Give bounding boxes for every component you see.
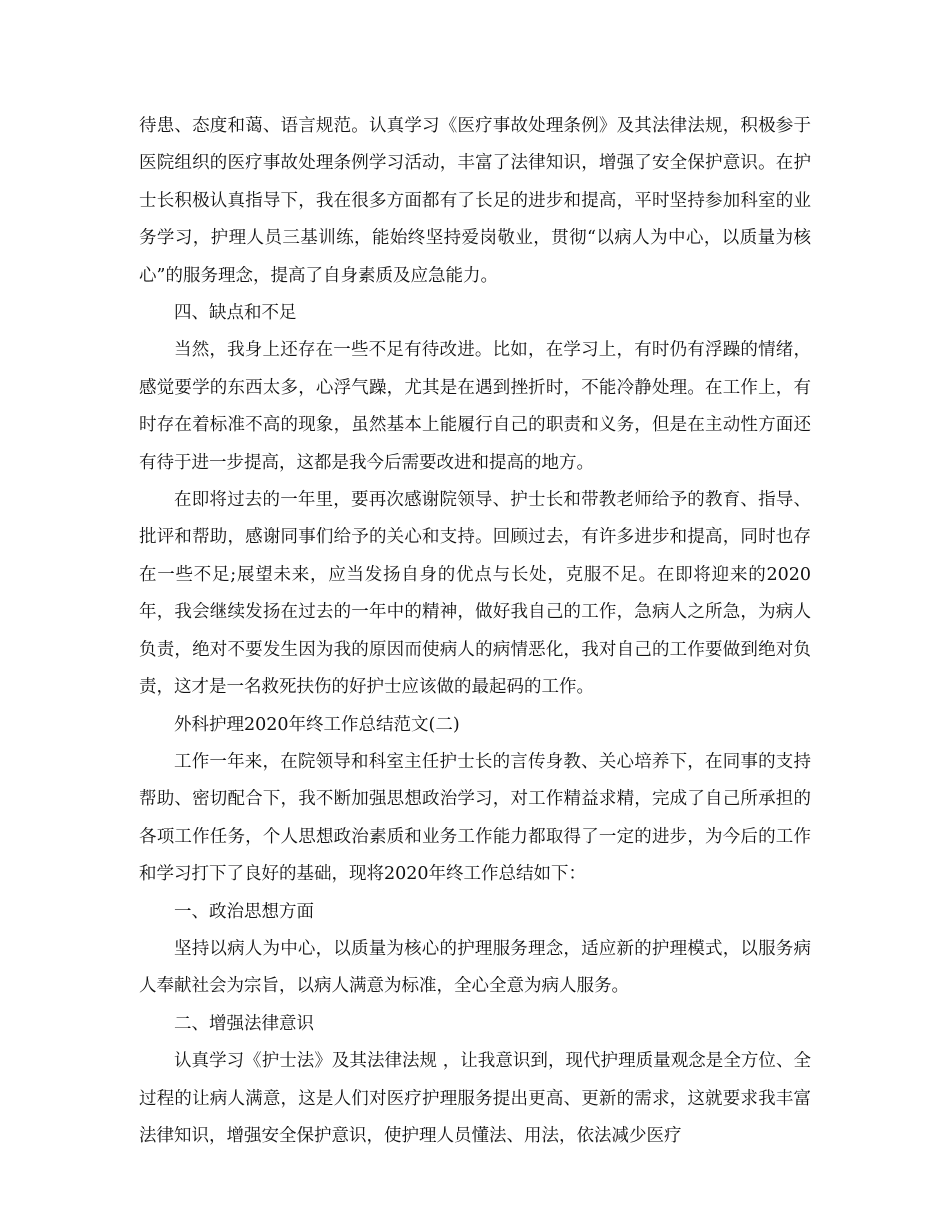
paragraph-legal: 认真学习《护士法》及其法律法规 ，让我意识到，现代护理质量观念是全方位、全过程的让病人满意，这是人们对医疗护理服务提出更高、更新的需求，这就要求我丰富法律知识，增强安全保护意识，使护理人员懂法、用法，依法减少医疗: [139, 1051, 811, 1146]
paragraph-thanks: 在即将过去的一年里，要再次感谢院领导、护士长和带教老师给予的教育、指导、批评和帮助，感谢同事们给予的关心和支持。回顾过去，有许多进步和提高，同时也存在一些不足;展望未来，应当发扬自身的优点与长处，克服不足。在即将迎来的2020年，我会继续发扬在过去的一年中的精神，做好我自己的工作，急病人之所急，为病人负责，绝对不要发生因为我的原因而使病人的病情恶化，我对自己的工作要做到绝对负责，这才是一名救死扶伤的好护士应该做的最起码的工作。: [139, 490, 811, 698]
paragraph-political: 坚持以病人为中心，以质量为核心的护理服务理念，适应新的护理模式，以服务病人奉献社会为宗旨，以病人满意为标准，全心全意为病人服务。: [139, 938, 811, 997]
paragraph-shortcomings: 当然，我身上还存在一些不足有待改进。比如，在学习上，有时仍有浮躁的情绪，感觉要学的东西太多，心浮气躁，尤其是在遇到挫折时，不能冷静处理。在工作上，有时存在着标准不高的现象，虽然基本上能履行自己的职责和义务，但是在主动性方面还有待于进一步提高，这都是我今后需要改进和提高的地方。: [139, 340, 811, 473]
document-body: [139, 108, 811, 1155]
section-heading-legal: 二、增强法律意识: [174, 1013, 314, 1034]
article-title-part-two: 外科护理2020年终工作总结范文(二): [174, 714, 460, 735]
section-heading-shortcomings: 四、缺点和不足: [174, 303, 297, 324]
paragraph-continuation: 待患、态度和蔼、语言规范。认真学习《医疗事故处理条例》及其法律法规，积极参于医院组织的医疗事故处理条例学习活动，丰富了法律知识，增强了安全保护意识。在护士长积极认真指导下，我在很多方面都有了长足的进步和提高，平时坚持参加科室的业务学习，护理人员三基训练，能始终坚持爱岗敬业，贯彻“以病人为中心，以质量为核心”的服务理念，提高了自身素质及应急能力。: [139, 116, 811, 286]
paragraph-intro: 工作一年来，在院领导和科室主任护士长的言传身教、关心培养下，在同事的支持帮助、密切配合下，我不断加强思想政治学习，对工作精益求精，完成了自己所承担的各项工作任务，个人思想政治素质和业务工作能力都取得了一定的进步，为今后的工作和学习打下了良好的基础，现将2020年终工作总结如下：: [139, 751, 811, 885]
section-heading-political: 一、政治思想方面: [174, 901, 314, 922]
